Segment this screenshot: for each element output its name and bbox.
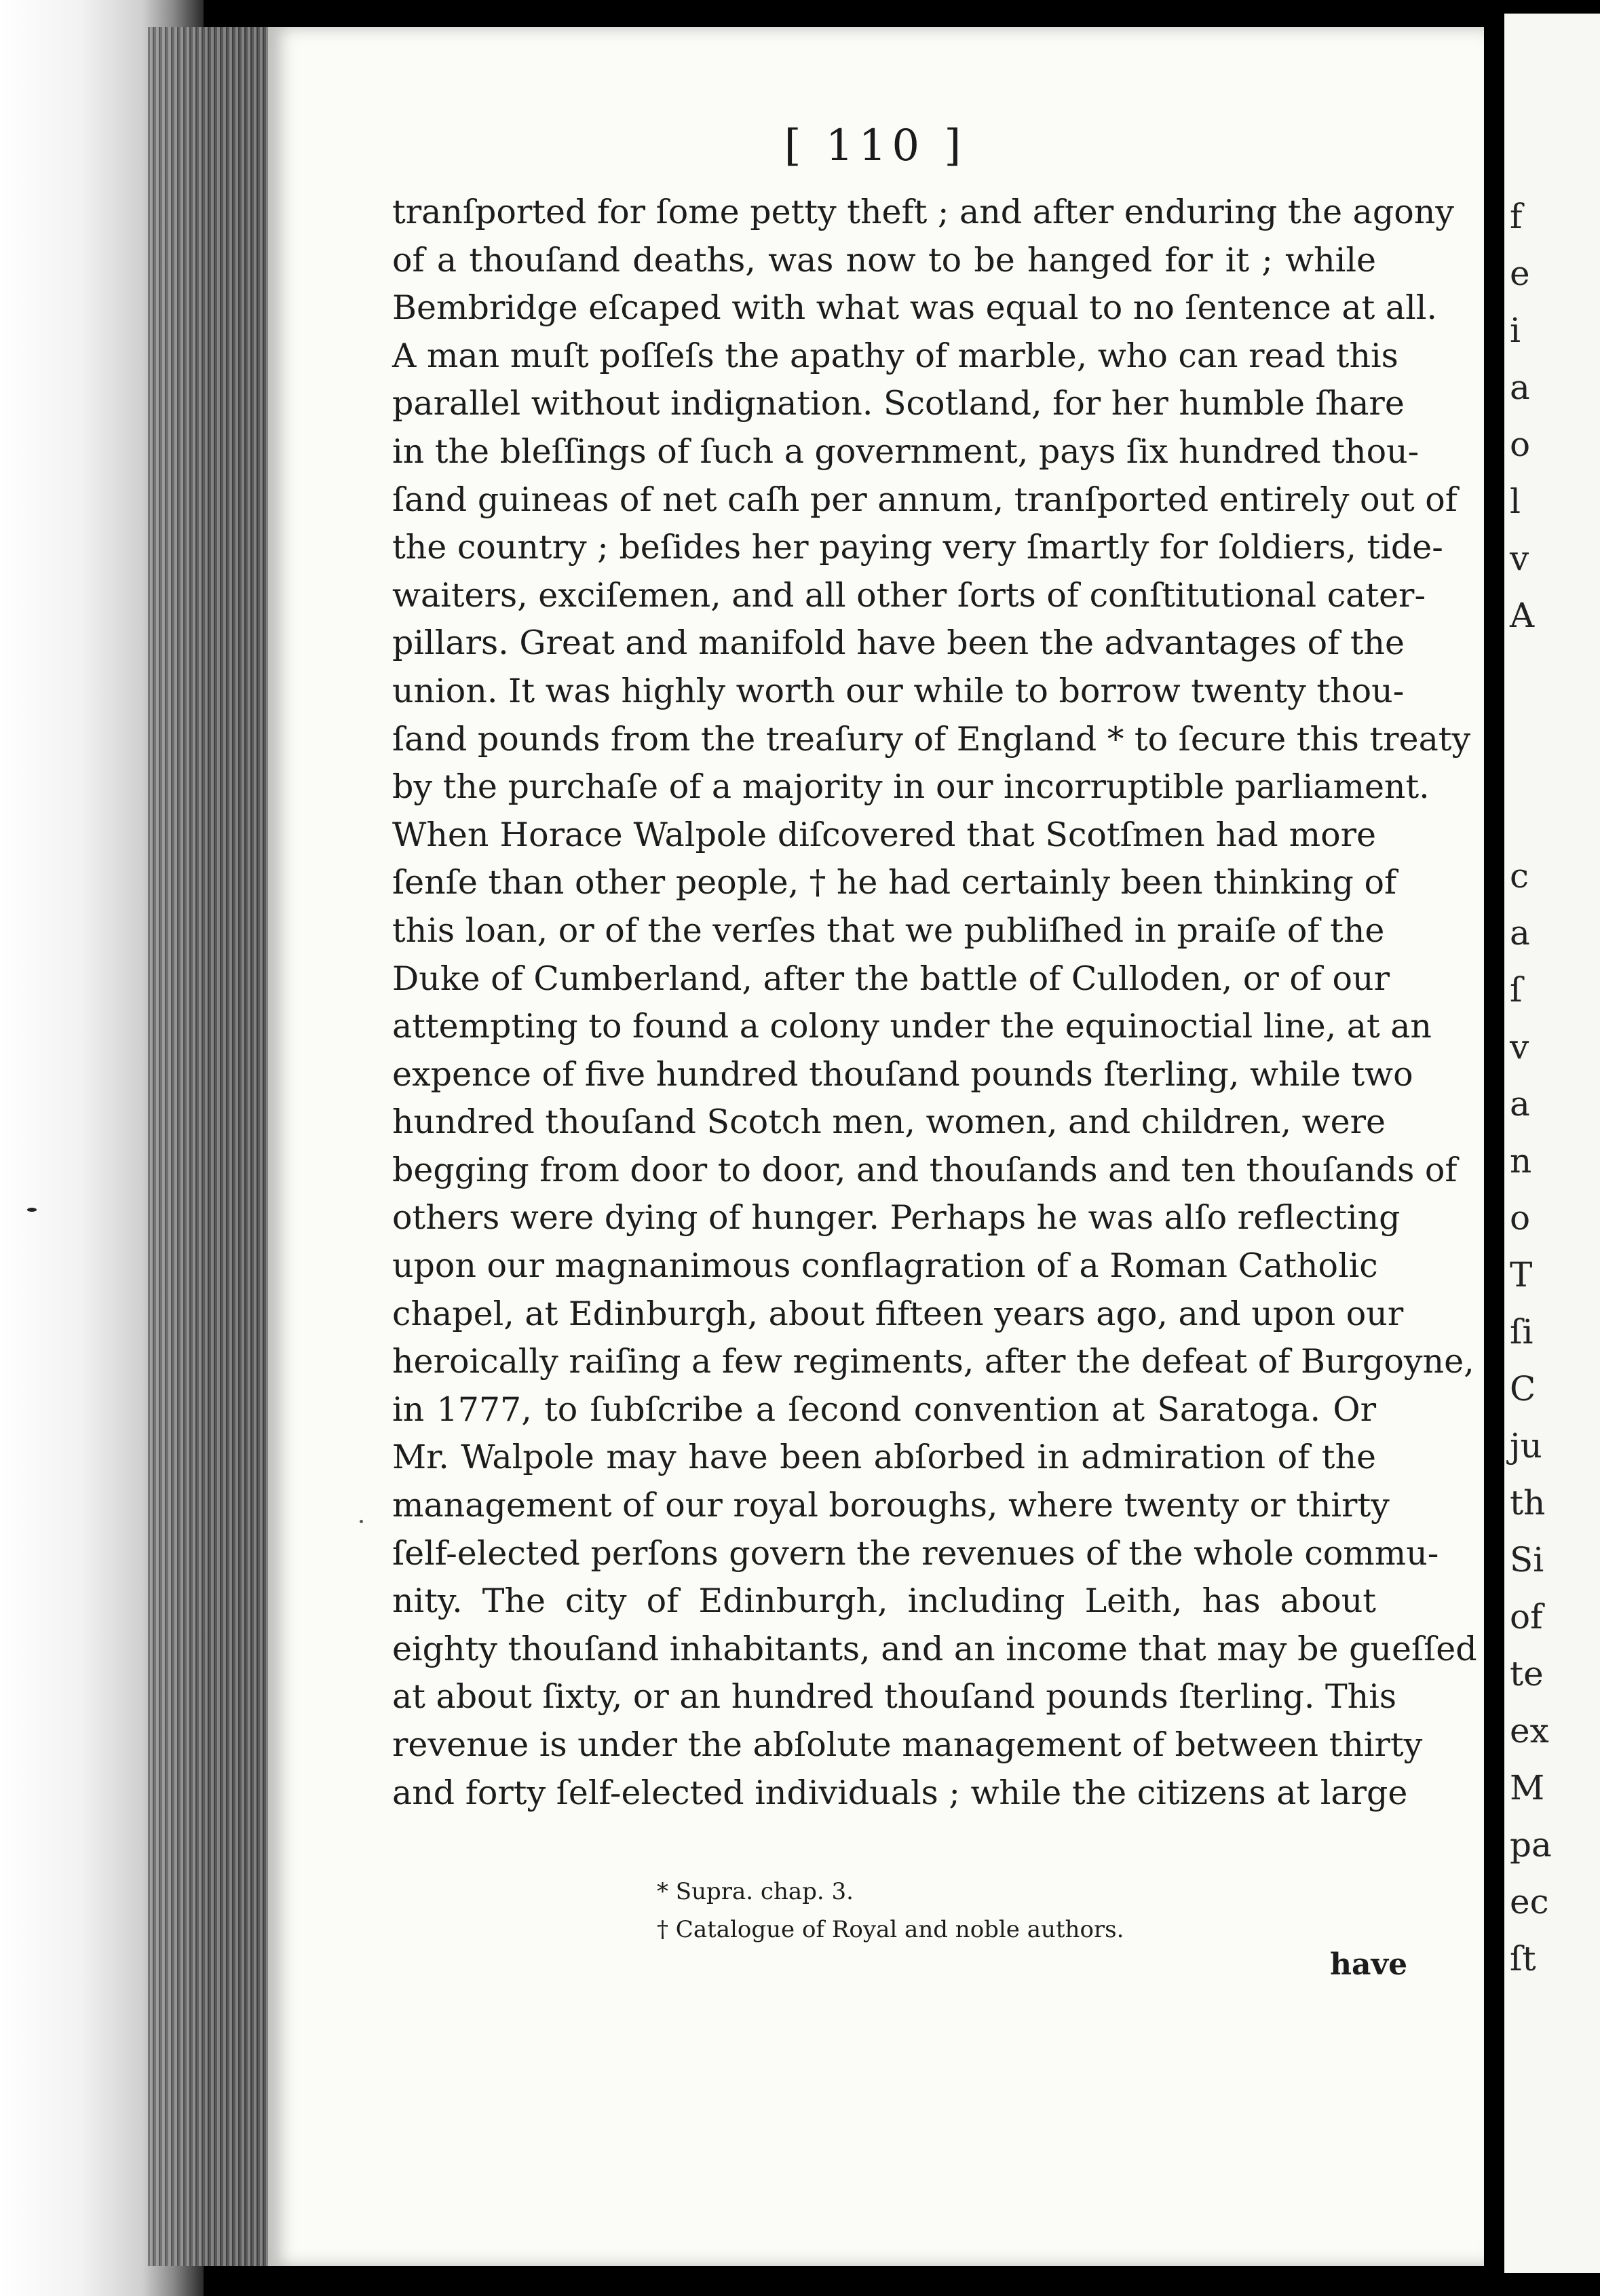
facing-page-fragment: o	[1510, 425, 1531, 464]
text-line: begging from door to door, and thouſands and ten thouſands of	[392, 1150, 1458, 1189]
text-line: tranſported for ſome petty theft ; and after enduring the agony	[392, 193, 1454, 231]
text-line: ſelf-elected perſons govern the revenues of the whole commu-	[392, 1533, 1439, 1573]
scan-speck	[360, 1520, 363, 1523]
text-line: ſand pounds from the treaſury of England * to ſecure this treaty	[392, 719, 1471, 759]
facing-page-fragment: o	[1510, 1198, 1531, 1238]
text-line: Mr. Walpole may have been abſorbed in admiration of the	[392, 1438, 1376, 1477]
text-line: attempting to found a colony under the equinoctial line, at an	[392, 1007, 1432, 1046]
text-line: ſand guineas of net caſh per annum, tranſported entirely out of	[392, 480, 1458, 519]
facing-page-fragment: of	[1510, 1597, 1543, 1637]
facing-page-fragment: ſ	[1510, 970, 1523, 1010]
text-line: When Horace Walpole diſcovered that Scotſmen had more	[392, 815, 1376, 854]
facing-page-fragment: f	[1510, 197, 1523, 236]
facing-page-fragment: ſi	[1510, 1312, 1534, 1352]
page-number-header: [ 110 ]	[784, 121, 967, 171]
facing-page-fragment: a	[1510, 368, 1530, 407]
text-line: in 1777, to ſubſcribe a ſecond convention at Saratoga. Or	[392, 1390, 1376, 1429]
text-line: chapel, at Edinburgh, about fifteen years ago, and upon our	[392, 1294, 1404, 1333]
text-line: in the bleſſings of ſuch a government, pays ſix hundred thou-	[392, 432, 1420, 471]
facing-page-fragment: ſt	[1510, 1939, 1536, 1978]
gutter-shadow	[1484, 0, 1504, 2296]
text-line: ſenſe than other people, † he had certainly been thinking of	[392, 863, 1397, 902]
text-line: of a thouſand deaths, was now to be hanged for it ; while	[392, 240, 1376, 280]
facing-page-fragment: v	[1510, 1027, 1529, 1067]
facing-page-fragment: M	[1510, 1768, 1545, 1807]
text-line: Duke of Cumberland, after the battle of Culloden, or of our	[392, 959, 1390, 998]
text-line: management of our royal boroughs, where twenty or thirty	[392, 1486, 1390, 1525]
facing-page-fragment: ec	[1510, 1882, 1549, 1921]
text-line: nity. The city of Edinburgh, including Leith, has about	[392, 1582, 1376, 1621]
facing-page-fragment: A	[1510, 596, 1535, 635]
text-line: revenue is under the abſolute management of between thirty	[392, 1725, 1423, 1764]
text-line: A man muſt poſſeſs the apathy of marble, who can read this	[392, 336, 1398, 375]
text-line: expence of five hundred thouſand pounds ſterling, while two	[392, 1054, 1413, 1094]
text-line: and forty ſelf-elected individuals ; while the citizens at large	[392, 1773, 1408, 1812]
facing-page-fragment: ju	[1510, 1426, 1542, 1466]
text-line: heroically raiſing a few regiments, after the defeat of Burgoyne,	[392, 1342, 1474, 1381]
text-line: union. It was highly worth our while to borrow twenty thou-	[392, 671, 1405, 710]
facing-page-fragment: l	[1510, 482, 1521, 521]
footnote-1: * Supra. chap. 3.	[657, 1878, 854, 1905]
text-line: at about ſixty, or an hundred thouſand pounds ſterling. This	[392, 1677, 1397, 1717]
facing-page-fragment: C	[1510, 1369, 1536, 1409]
catchword: have	[1330, 1947, 1408, 1982]
facing-page-fragment: a	[1510, 913, 1530, 953]
facing-page-fragment: n	[1510, 1141, 1532, 1181]
footnotes	[657, 1873, 1268, 1949]
facing-page-fragment: e	[1510, 254, 1530, 293]
facing-page-fragment: th	[1510, 1483, 1546, 1523]
text-line: this loan, or of the verſes that we publiſhed in praiſe of the	[392, 911, 1385, 950]
scan-speck	[27, 1208, 37, 1212]
facing-page-fragment: Si	[1510, 1540, 1544, 1580]
facing-page-fragment: T	[1510, 1255, 1533, 1295]
facing-page-fragment: pa	[1510, 1825, 1552, 1864]
facing-page-fragment: a	[1510, 1084, 1530, 1124]
facing-page-fragment: c	[1510, 856, 1529, 896]
text-line: eighty thouſand inhabitants, and an income that may be gueſſed	[392, 1629, 1477, 1668]
text-line: pillars. Great and manifold have been the advantages of the	[392, 624, 1405, 663]
text-line: by the purchaſe of a majority in our incorruptible parliament.	[392, 767, 1430, 807]
book-page-edges	[148, 27, 270, 2266]
text-line: waiters, exciſemen, and all other ſorts of conſtitutional cater-	[392, 575, 1426, 615]
facing-page-fragment: i	[1510, 311, 1521, 350]
text-line: hundred thouſand Scotch men, women, and children, were	[392, 1103, 1386, 1142]
text-line: Bembridge eſcaped with what was equal to no ſentence at all.	[392, 288, 1437, 328]
text-line: upon our magnanimous conflagration of a Roman Catholic	[392, 1246, 1378, 1286]
text-line: others were dying of hunger. Perhaps he was alſo reflecting	[392, 1198, 1401, 1238]
text-line: the country ; beſides her paying very ſmartly for ſoldiers, tide-	[392, 528, 1443, 567]
text-line: parallel without indignation. Scotland, for her humble ſhare	[392, 384, 1405, 423]
facing-page-fragment: ex	[1510, 1711, 1549, 1750]
facing-page	[1504, 14, 1600, 2273]
facing-page-fragment: te	[1510, 1654, 1544, 1694]
footnote-2: † Catalogue of Royal and noble authors.	[657, 1916, 1124, 1943]
body-text	[392, 189, 1477, 1817]
facing-page-fragment: v	[1510, 539, 1529, 578]
